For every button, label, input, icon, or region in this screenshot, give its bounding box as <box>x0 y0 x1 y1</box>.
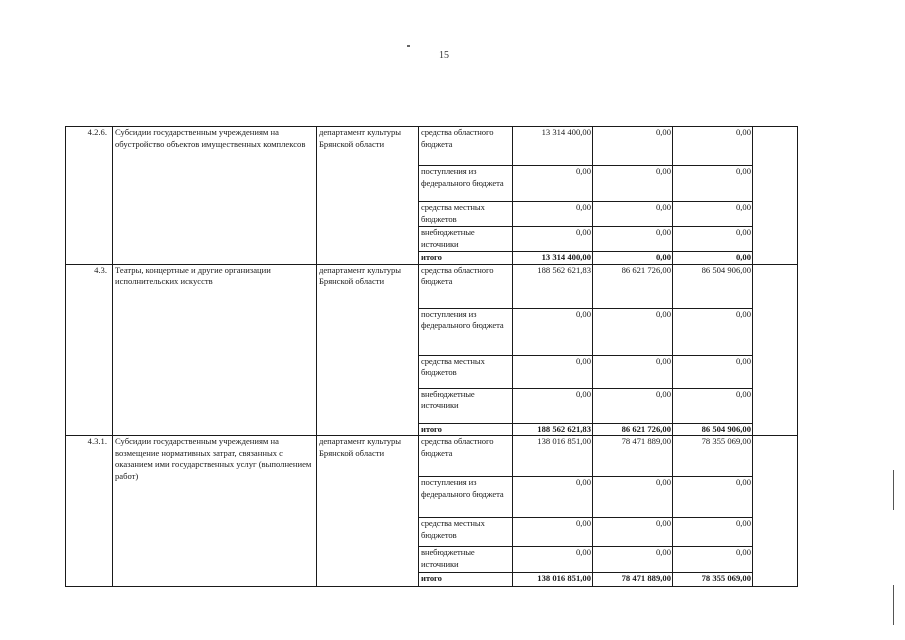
source-label: средства областного бюджета <box>419 127 513 166</box>
value-cell: 0,00 <box>673 202 753 227</box>
total-label: итого <box>419 252 513 265</box>
value-cell: 0,00 <box>673 477 753 518</box>
value-cell: 0,00 <box>593 127 673 166</box>
item-executor: департамент культуры Брянской области <box>317 436 419 587</box>
value-cell: 0,00 <box>513 355 593 388</box>
value-cell: 0,00 <box>593 202 673 227</box>
total-value: 13 314 400,00 <box>513 252 593 265</box>
item-name: Театры, концертные и другие организации исполнительских искусств <box>113 264 317 436</box>
source-label: внебюджетные источники <box>419 388 513 423</box>
source-label: средства местных бюджетов <box>419 202 513 227</box>
value-cell: 0,00 <box>593 518 673 547</box>
value-cell: 0,00 <box>673 355 753 388</box>
empty-cell <box>753 436 798 587</box>
page-number: 15 <box>439 50 449 61</box>
source-label: средства местных бюджетов <box>419 518 513 547</box>
source-label: поступления из федерального бюджета <box>419 308 513 355</box>
item-executor: департамент культуры Брянской области <box>317 264 419 436</box>
total-value: 86 504 906,00 <box>673 423 753 436</box>
value-cell: 0,00 <box>673 308 753 355</box>
item-name: Субсидии государственным учреждениям на обустройство объектов имущественных комплексов <box>113 127 317 265</box>
scan-edge-mark <box>893 470 894 510</box>
value-cell: 86 504 906,00 <box>673 264 753 308</box>
source-label: внебюджетные источники <box>419 227 513 252</box>
item-name: Субсидии государственным учреждениям на возмещение нормативных затрат, связанных с оказанием ими государственных услуг (выполнением работ) <box>113 436 317 587</box>
value-cell: 13 314 400,00 <box>513 127 593 166</box>
table-row <box>66 264 798 308</box>
value-cell: 0,00 <box>513 518 593 547</box>
value-cell: 0,00 <box>593 388 673 423</box>
total-value: 78 471 889,00 <box>593 573 673 587</box>
value-cell: 0,00 <box>513 308 593 355</box>
scan-speck <box>407 45 410 47</box>
value-cell: 0,00 <box>673 388 753 423</box>
total-label: итого <box>419 573 513 587</box>
empty-cell <box>753 127 798 265</box>
value-cell: 0,00 <box>513 477 593 518</box>
empty-cell <box>753 264 798 436</box>
value-cell: 0,00 <box>593 355 673 388</box>
total-value: 0,00 <box>593 252 673 265</box>
item-number: 4.3.1. <box>66 436 113 587</box>
total-value: 86 621 726,00 <box>593 423 673 436</box>
value-cell: 0,00 <box>673 227 753 252</box>
source-label: внебюджетные источники <box>419 547 513 573</box>
value-cell: 188 562 621,83 <box>513 264 593 308</box>
value-cell: 0,00 <box>673 547 753 573</box>
table-row <box>66 436 798 477</box>
value-cell: 0,00 <box>593 227 673 252</box>
source-label: средства областного бюджета <box>419 436 513 477</box>
source-label: поступления из федерального бюджета <box>419 477 513 518</box>
value-cell: 0,00 <box>513 388 593 423</box>
total-value: 138 016 851,00 <box>513 573 593 587</box>
value-cell: 0,00 <box>673 518 753 547</box>
scan-edge-mark <box>893 585 894 625</box>
source-label: поступления из федерального бюджета <box>419 166 513 202</box>
value-cell: 0,00 <box>673 127 753 166</box>
item-number: 4.2.6. <box>66 127 113 265</box>
total-value: 188 562 621,83 <box>513 423 593 436</box>
budget-table <box>65 126 798 587</box>
value-cell: 138 016 851,00 <box>513 436 593 477</box>
table-row <box>66 127 798 166</box>
total-label: итого <box>419 423 513 436</box>
value-cell: 0,00 <box>513 547 593 573</box>
value-cell: 0,00 <box>593 166 673 202</box>
value-cell: 78 355 069,00 <box>673 436 753 477</box>
value-cell: 0,00 <box>673 166 753 202</box>
source-label: средства областного бюджета <box>419 264 513 308</box>
value-cell: 86 621 726,00 <box>593 264 673 308</box>
item-number: 4.3. <box>66 264 113 436</box>
value-cell: 0,00 <box>593 477 673 518</box>
total-value: 0,00 <box>673 252 753 265</box>
value-cell: 78 471 889,00 <box>593 436 673 477</box>
source-label: средства местных бюджетов <box>419 355 513 388</box>
value-cell: 0,00 <box>513 166 593 202</box>
value-cell: 0,00 <box>593 308 673 355</box>
value-cell: 0,00 <box>513 202 593 227</box>
item-executor: департамент культуры Брянской области <box>317 127 419 265</box>
value-cell: 0,00 <box>593 547 673 573</box>
total-value: 78 355 069,00 <box>673 573 753 587</box>
value-cell: 0,00 <box>513 227 593 252</box>
